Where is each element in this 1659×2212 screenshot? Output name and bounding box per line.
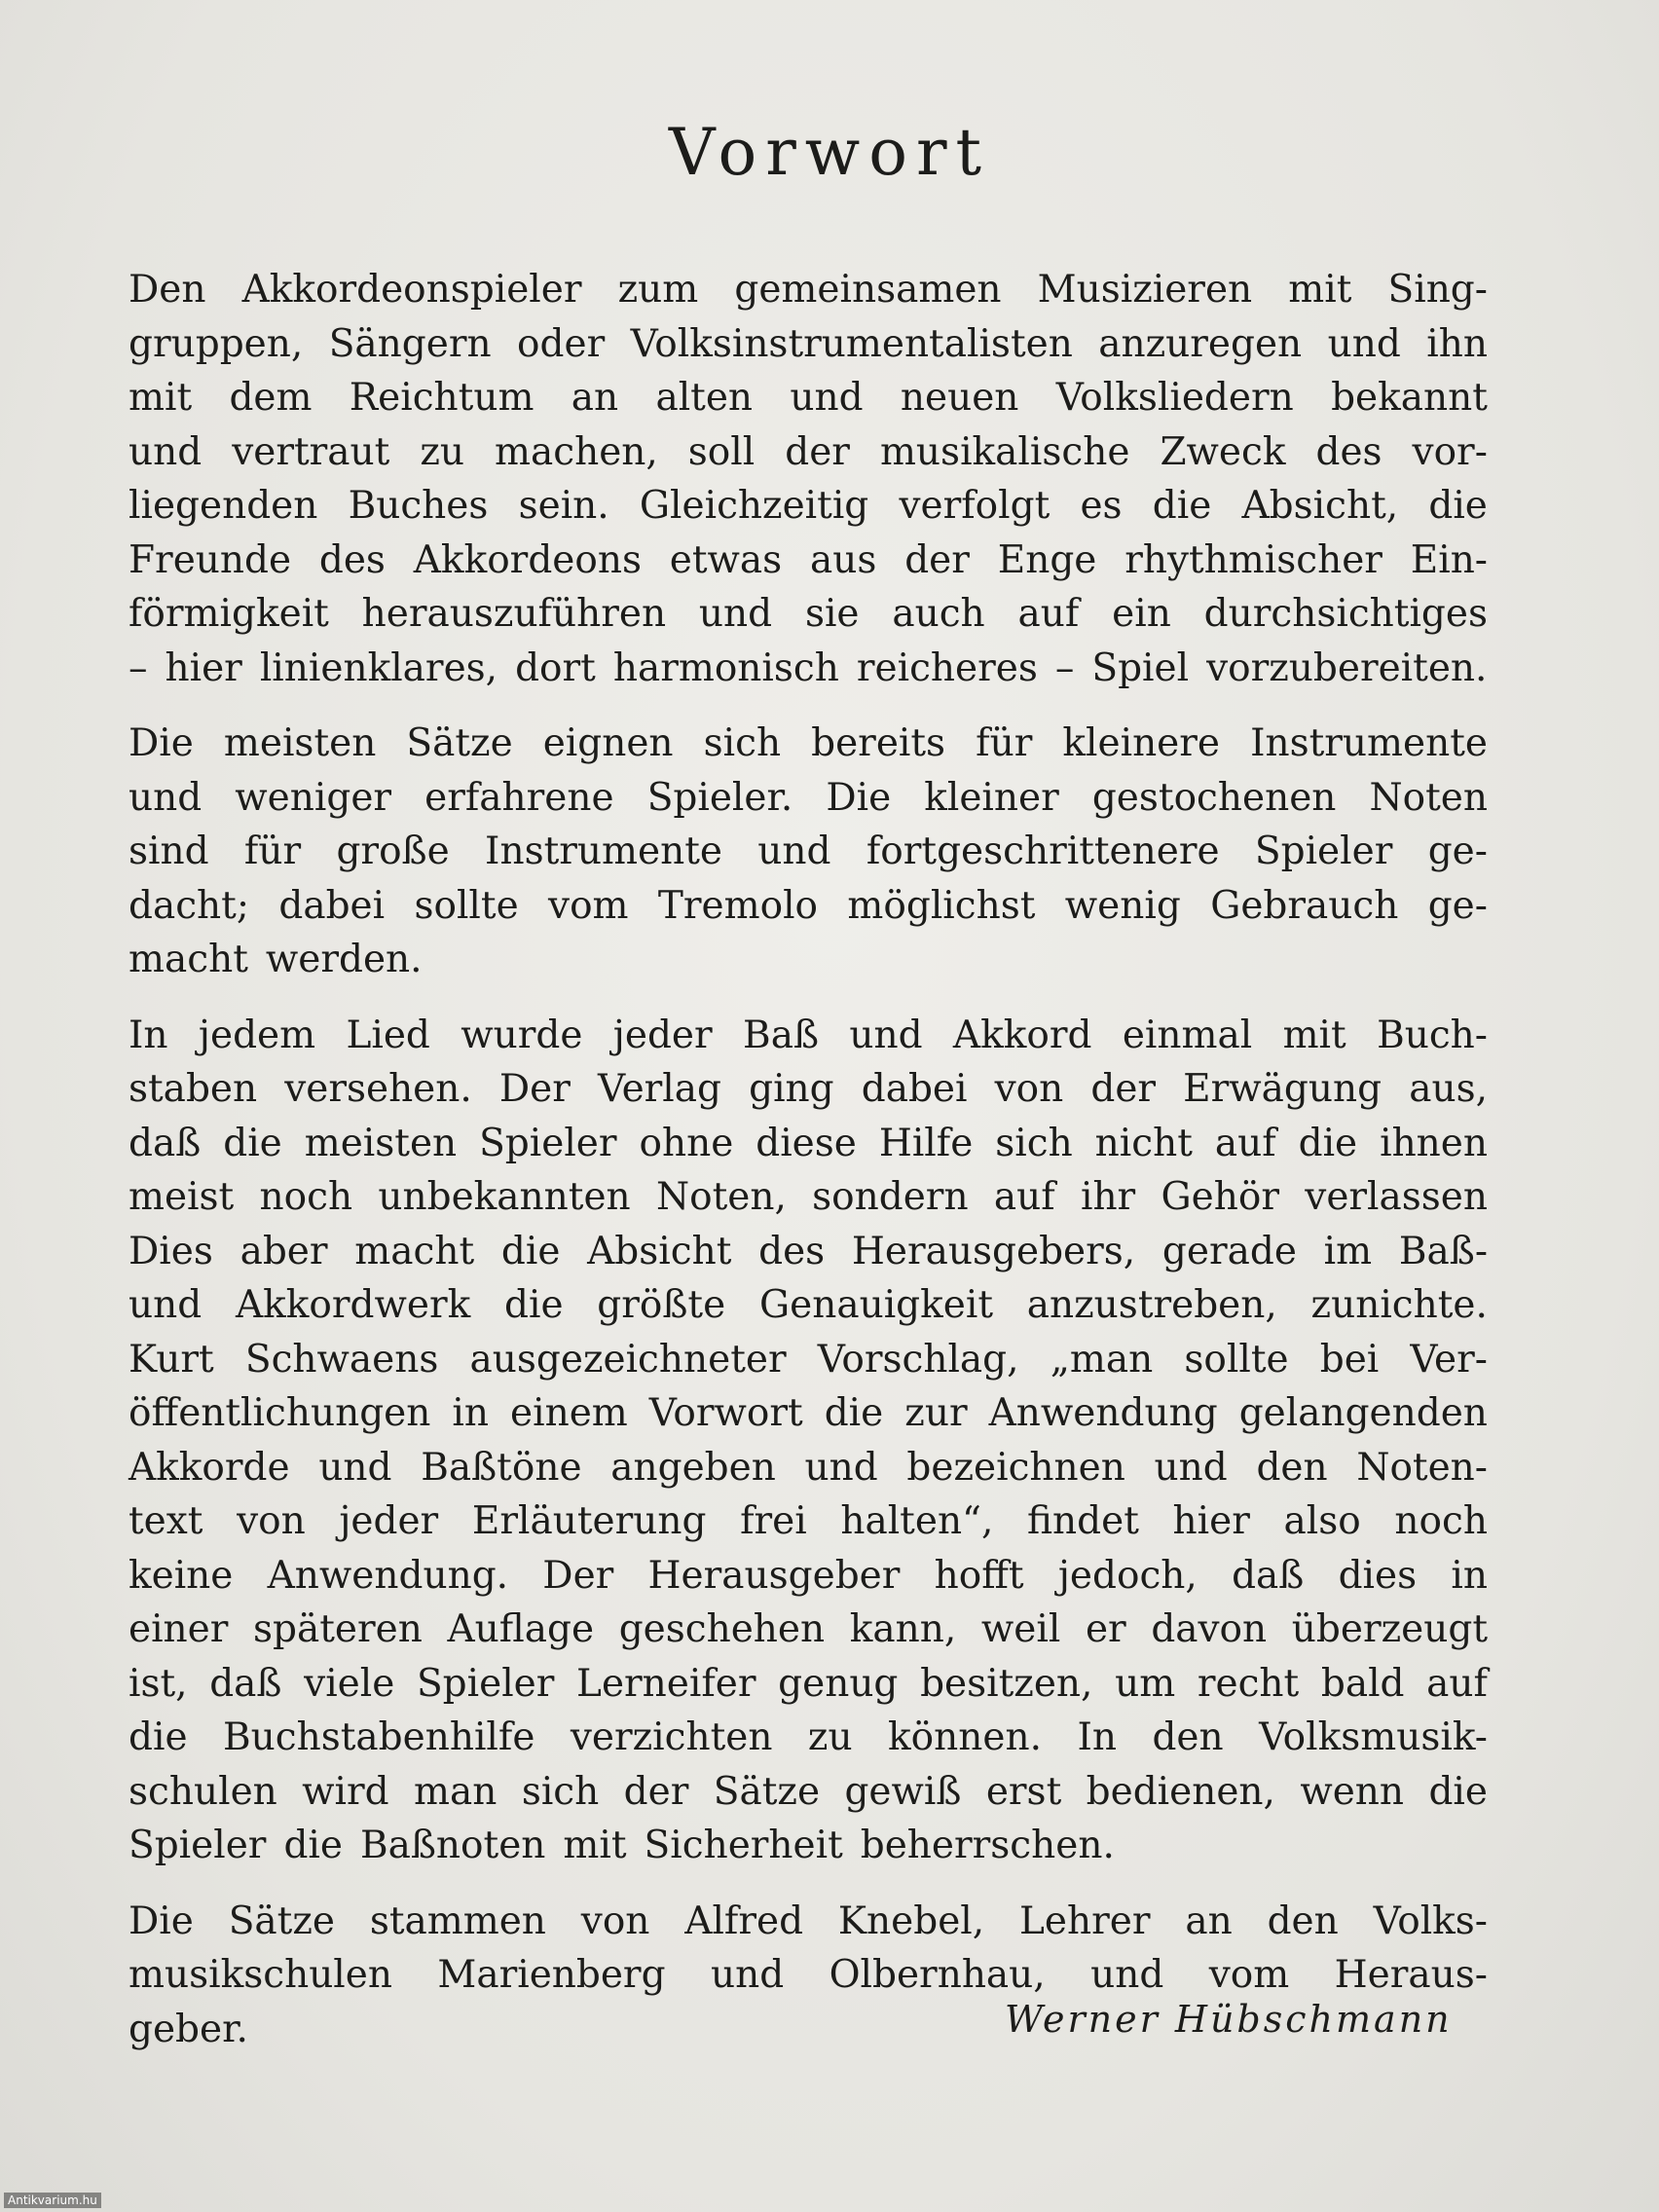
author-signature: Werner Hübschmann [1005,1998,1453,2041]
paragraph [129,263,1488,695]
text-line: mit dem Reichtum an alten und neuen Volksliedern bekannt [129,376,1488,420]
text-line: und weniger erfahrene Spieler. Die kleiner gestochenen Noten [129,775,1488,820]
text-line: Freunde des Akkordeons etwas aus der Enge rhythmischer Ein- [129,537,1488,582]
text-line: Den Akkordeonspieler zum gemeinsamen Musizieren mit Sing- [129,268,1488,312]
text-line: sind für große Instrumente und fortgeschrittenere Spieler ge- [129,830,1488,873]
text-line: In jedem Lied wurde jeder Baß und Akkord einmal mit Buch- [129,1013,1488,1057]
text-line: daß die meisten Spieler ohne diese Hilfe sich nicht auf die ihnen [129,1121,1488,1165]
text-line: und vertraut zu machen, soll der musikalische Zweck des vor- [129,429,1488,474]
text-line: geber. [129,2007,248,2051]
watermark: Antikvarium.hu [4,2193,101,2208]
text-line: – hier linienklares, dort harmonisch reicheres – Spiel vorzubereiten. [129,645,1488,690]
text-line: staben versehen. Der Verlag ging dabei von der Erwägung aus, [129,1067,1488,1111]
text-line: Die meisten Sätze eignen sich bereits für kleinere Instrumente [129,721,1488,765]
text-line: schulen wird man sich der Sätze gewiß erst bedienen, wenn die [129,1769,1488,1814]
text-line: Spieler die Baßnoten mit Sicherheit beherrschen. [129,1824,1115,1867]
text-line: Dies aber macht die Absicht des Herausgebers, gerade im Baß- [129,1229,1488,1273]
text-line: öffentlichungen in einem Vorwort die zur Anwendung gelangenden [129,1391,1488,1435]
text-line: meist noch unbekannten Noten, sondern auf ihr Gehör verlassen [129,1175,1488,1219]
text-line: musikschulen Marienberg und Olbernhau, und vom Heraus- [129,1953,1488,1997]
text-line: ist, daß viele Spieler Lerneifer genug besitzen, um recht bald auf [129,1661,1488,1706]
text-line: text von jeder Erläuterung frei halten“, findet hier also noch [129,1499,1488,1543]
paragraph [129,717,1488,987]
foreword-body [129,263,1488,2078]
text-line: gruppen, Sängern oder Volksinstrumentalisten anzuregen und ihn [129,321,1488,366]
text-line: liegenden Buches sein. Gleichzeitig verfolgt es die Absicht, die [129,484,1488,528]
text-line: und Akkordwerk die größte Genauigkeit anzustreben, zunichte. [129,1283,1488,1327]
text-line: Akkorde und Baßtöne angeben und bezeichnen und den Noten- [129,1445,1488,1490]
text-line: förmigkeit herauszuführen und sie auch auf ein durchsichtiges [129,592,1488,636]
text-line: keine Anwendung. Der Herausgeber hofft jedoch, daß dies in [129,1553,1488,1598]
text-line: Die Sätze stammen von Alfred Knebel, Lehrer an den Volks- [129,1899,1488,1943]
paragraph [129,1009,1488,1873]
text-line: dacht; dabei sollte vom Tremolo möglichst wenig Gebrauch ge- [129,883,1488,928]
text-line: macht werden. [129,938,423,981]
text-line: einer späteren Auflage geschehen kann, weil er davon überzeugt [129,1607,1488,1651]
text-line: Kurt Schwaens ausgezeichneter Vorschlag, „man sollte bei Ver- [129,1337,1488,1382]
page-title: Vorwort [668,115,991,190]
text-line: die Buchstabenhilfe verzichten zu können. In den Volksmusik- [129,1715,1488,1759]
